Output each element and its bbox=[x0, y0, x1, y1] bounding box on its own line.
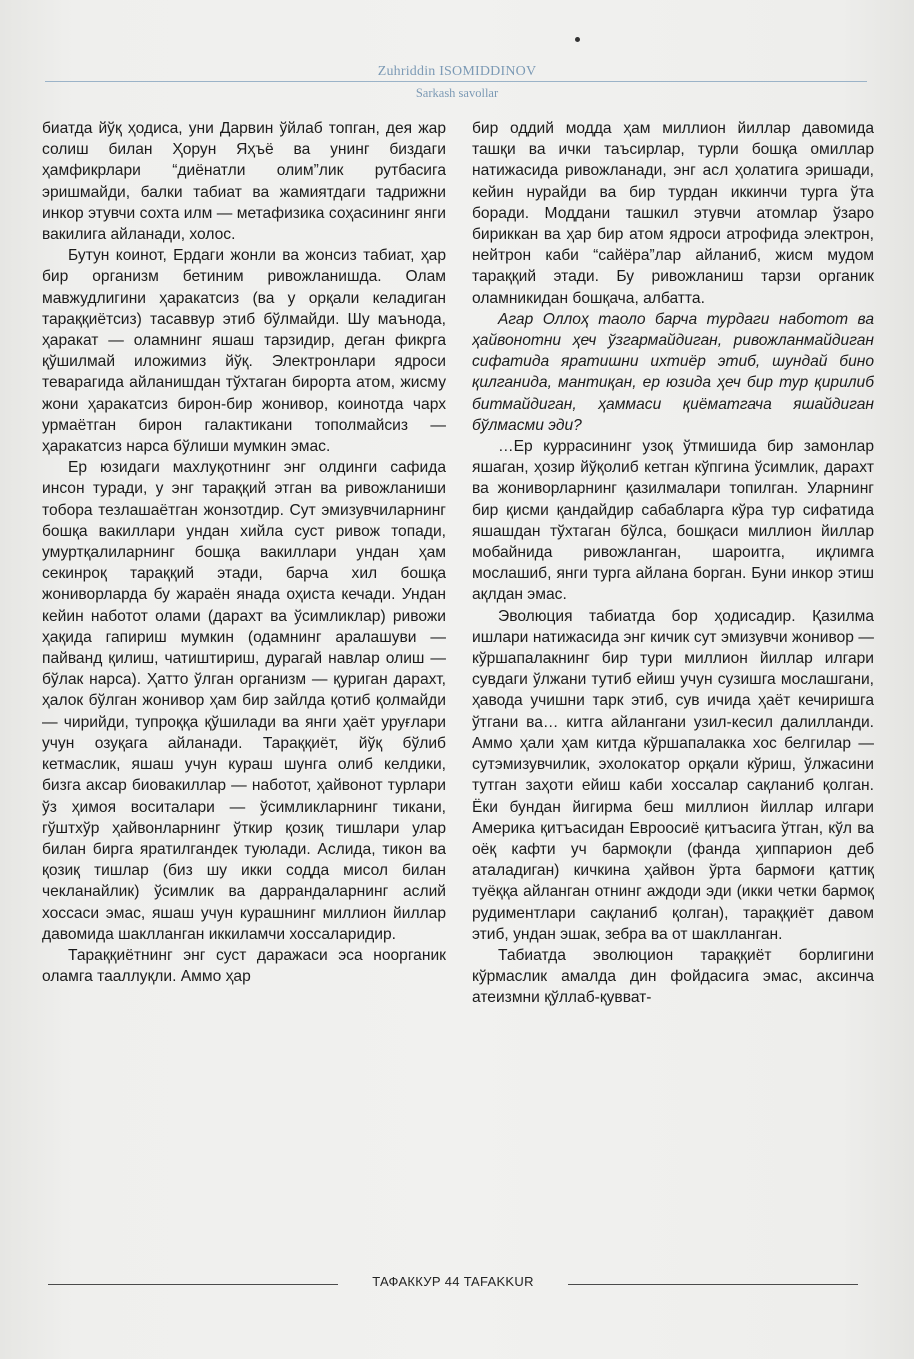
italic-question-paragraph: Агар Оллоҳ таоло барча турдаги наботот ва ҳайвонотни ҳеч ўзгармайдиган, ривожланмайдиган сифатида яратишни ихтиёр этиб, шундай бино қилганида, мантиқан, ер юзида ҳеч бир тур қирилиб битмайдиган, ҳаммаси қиёматгача яшайдиган бўлмасми эди? bbox=[472, 310, 874, 434]
header-author: Zuhriddin ISOMIDDINOV bbox=[377, 64, 537, 79]
paragraph: Эволюция табиатда бор ҳодисадир. Қазилма ишлари натижасида энг кичик сут эмизувчи жонивор — кўршапалакнинг бир тури миллион йиллар илгари сувдаги ўлжани тутиб ейиш учун сузишга мослашгани, ҳавода учишни тарк этиб, сув ичида ҳаёт кечиришга ўтгани ва… китга айлангани узил-кесил далилланди. Аммо ҳали ҳам китда кўршапалакка хос белгилар — сутэмизувчилик, эхолокатор орқали кўриш, ўлжасини тутган заҳоти ейиш каби хоссалар сақланиб қолган. Ёки бундан йигирма беш миллион йиллар илгари Америка қитъасидан Евроосиё қитъасига ўтган, кўл ва оёқ кафти уч бармоқли (фанда ҳиппарион деб аталадиган) кичкина ҳайвон ўрта бармоғи қаттиқ туёққа айланган отнинг аждоди эди (икки четки бармоқ рудиментлари сақланиб қолган), тараққиёт давом этиб, ундан эшак, зебра ва от шаклланган. bbox=[472, 607, 874, 943]
text-column-right bbox=[472, 118, 874, 1256]
header-subtitle: Sarkash savollar bbox=[415, 86, 499, 100]
print-speck bbox=[575, 37, 580, 42]
running-header bbox=[0, 0, 914, 110]
paragraph: Бутун коинот, Ердаги жонли ва жонсиз табиат, ҳар бир организм бетиним ривожланишда. Олам мавжудлигини ҳаракатсиз (ва у орқали келадиган тараққиётсиз) тасаввур этиб бўлмайди. Шу маънода, ҳаракат — оламнинг яшаш тарзидир, деган фикрга қўшилмай иложимиз йўқ. Электронлари ядроси теварагида айланишдан тўхтаган бирорта атом, жисму жони ҳаракатсиз бирон-бир жонивор, коинотда чарх урмаётган бирон галактикани тополмайсиз — ҳаракатсиз нарса бўлиши мумкин эмас. bbox=[42, 247, 446, 456]
text-column-left bbox=[42, 118, 446, 1256]
footer-folio: ТАФАККУР 44 TAFAKKUR bbox=[372, 1274, 534, 1289]
page-footer bbox=[0, 1266, 914, 1306]
paragraph: Табиатда эволюцион тараққиёт борлигини кўрмаслик амалда дин фойдасига эмас, аксинча атеизмни қўллаб-қувват- bbox=[472, 946, 874, 1007]
header-rule bbox=[45, 81, 867, 82]
paragraph: Тараққиётнинг энг суст даражаси эса ноорганик оламга тааллуқли. Аммо ҳар bbox=[42, 946, 446, 986]
paragraph: бир оддий модда ҳам миллион йиллар давомида ташқи ва ички таъсирлар, турли бошқа омиллар натижасида ривожланади, энг асл ҳолатига эришади, кейин нурайди ва бир турдан иккинчи турга ўта боради. Моддани ташкил этувчи атомлар ўзаро бириккан ва ҳар бир атом ядроси атрофида электрон, нейтрон каби “сайёра”лар айланиб, жисм мудом тараққий этади. Бу ривожланиш тарзи органик оламникидан бошқача, албатта. bbox=[472, 120, 874, 307]
paragraph: Ер юзидаги махлуқотнинг энг олдинги сафида инсон туради, у энг тараққий этган ва ривожланиши тобора тезлашаётган жонзотдир. Сут эмизувчиларнинг бошқа вакиллари ундан хийла суст ривож топади, умуртқалиларнинг бошқа вакиллари ундан ҳам секинроқ тараққий этади, барча хил бошқа жониворларда бу жараён янада оҳиста кечади. Ундан кейин наботот олами (дарахт ва ўсимликлар) ривожи ҳақида гапириш мумкин (одамнинг аралашуви — пайванд қилиш, чатиштириш, дурагай навлар олиш — бўлак нарса). Ҳатто ўлган организм — қуриган дарахт, ҳалок бўлган жонивор ҳам бир зайлда қотиб қолмайди — чирийди, тупроққа қўшилади ва янги ҳаёт уруғлари учун озуқага айланади. Тараққиёт, йўқ бўлиб кетмаслик, яшаш учун кураш шунга олиб келдики, бизга аксар биовакиллар — наботот, ҳайвонот турлари ўз ҳимоя воситалари — ўсимликларнинг тикани, гўштхўр ҳайвонларнинг ўткир қозиқ тишлари улар билан бирга яратилгандек туюлади. Аслида, тикон ва қозиқ тишлар (биз шу икки содда мисол билан чекланайлик) ўсимлик ва даррандаларнинг аслий хоссаси эмас, яшаш учун курашнинг миллион йиллар давомида шаклланган иккиламчи хоссаларидир. bbox=[42, 459, 446, 943]
footer-rule-left bbox=[48, 1284, 338, 1285]
footer-rule-right bbox=[568, 1284, 858, 1285]
paragraph: …Ер куррасининг узоқ ўтмишида бир замонлар яшаган, ҳозир йўқолиб кетган кўпгина ўсимлик, дарахт ва жониворларнинг қазилмалари топилган. Уларнинг бир қисми қандайдир сабабларга кўра тур сифатида яшашдан тўхтаган бўлса, бошқаси миллион йиллар мобайнида ривожланган, шароитга, иқлимга мослашиб, янги турга айлана борган. Буни инкор этиш ақлдан эмас. bbox=[472, 438, 874, 604]
paragraph: биатда йўқ ҳодиса, уни Дарвин ўйлаб топган, дея жар солиш билан Ҳорун Яҳъё ва унинг биздаги ҳамфикрлари “диёнатли олим”лик рутбасига эришмайди, балки табиат ва жамиятдаги тадрижни инкор этувчи сохта илм — метафизика соҳасининг янги вакилига айланади, холос. bbox=[42, 120, 446, 244]
